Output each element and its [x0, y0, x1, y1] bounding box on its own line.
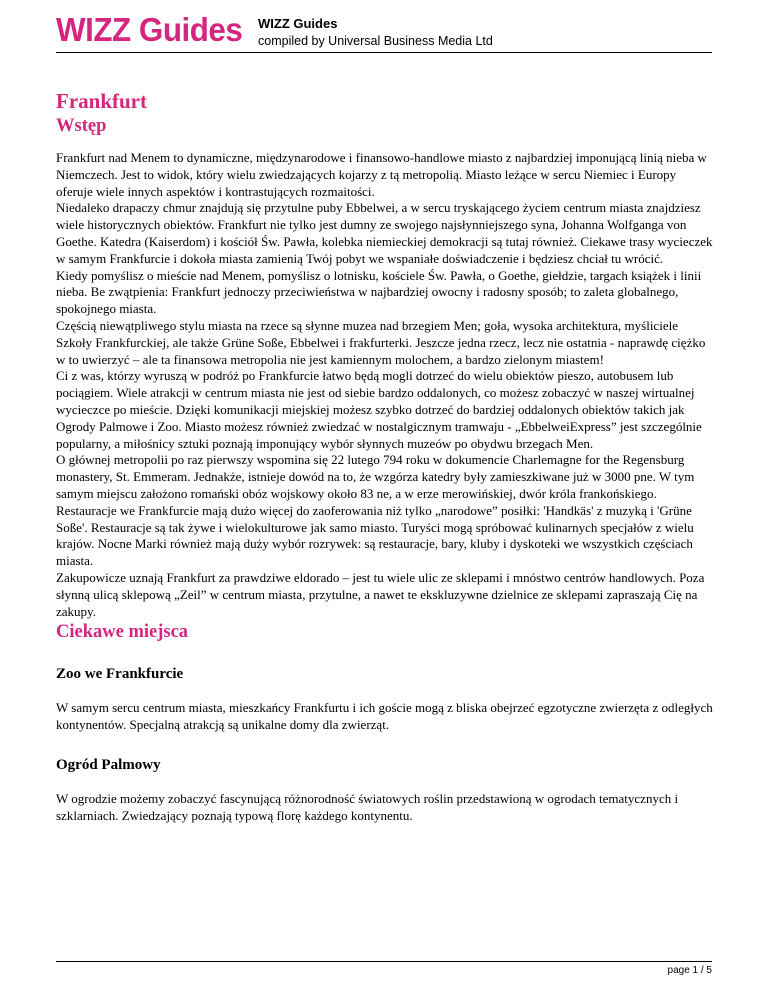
header-title: WIZZ Guides	[258, 16, 338, 31]
place-entry-palm-garden	[56, 755, 716, 824]
intro-paragraph: Frankfurt nad Menem to dynamiczne, międzynarodowe i finansowo-handlowe miasto z najbardziej imponującą linią nieba w Niemczech. Jest to widok, który wielu zwiedzających kojarzy z tą metropolią. Miasto leżące w sercu Niemiec i Europy oferuje wiele innych aspektów i kontrastujących rozmaitości.	[56, 150, 707, 199]
place-entry-zoo	[56, 664, 716, 733]
place-description: W samym sercu centrum miasta, mieszkańcy Frankfurtu i ich goście mogą z bliska obejrzeć egzotyczne zwierzęta z odległych kontynentów. Specjalną atrakcją są unikalne domy dla zwierząt.	[56, 700, 713, 733]
intro-paragraph: Kiedy pomyślisz o mieście nad Menem, pomyślisz o lotnisku, kościele Św. Pawła, o Goethe, giełdzie, targach książek i linii nieba. Be zwątpienia: Frankfurt jednoczy przeciwieństwa w najbardziej owocny i radosny sposób; to zaleta globalnego, spokojnego miasta.	[56, 267, 702, 317]
intro-text	[56, 150, 716, 620]
header-divider	[56, 52, 712, 53]
place-title: Ogród Palmowy	[56, 757, 161, 774]
header-brand	[258, 16, 493, 49]
intro-paragraph: Częścią niewątpliwego stylu miasta na rzece są słynne muzea nad brzegiem Men; goła, wysoka architektura, myśliciele Szkoły Frankfurckiej, ale także Grüne Soße, Ebbelwei i frakfurterki. Jeszcze jedna rzecz, lecz nie ostatnia - naprawdę ciężko w to uwierzyć – ale ta finansowa metropolia nie jest kamiennym molochem, a bardzo zielonym miastem!	[56, 317, 706, 367]
page-number: page 1 / 5	[667, 965, 712, 976]
footer-divider	[56, 961, 712, 962]
section-heading-intro: Wstęp	[56, 116, 107, 136]
intro-paragraph: O głównej metropolii po raz pierwszy wspomina się 22 lutego 794 roku w dokumencie Charlemagne for the Regensburg monastery, St. Emmeram. Jednakże, istnieje dowód na to, że wzgórza katedry były zamieszkiwane już w 3000 pne. W tym samym miejscu założono romański obóz wojskowy około 83 ne, a w erze merowińskiej, dwór króla frankońskiego.	[56, 452, 695, 501]
document-body	[56, 88, 716, 824]
wizz-guides-logo: WIZZ Guides	[56, 11, 243, 48]
place-title: Zoo we Frankfurcie	[56, 666, 184, 683]
intro-paragraph: Niedaleko drapaczy chmur znajdują się przytulne puby Ebbelwei, a w sercu tryskającego życiem centrum miasta znajdziesz wiele historycznych obiektów. Frankfurt nie tylko jest dumny ze swojego najsłynniejszego syna, Johanna Wolfganga von Goethe. Katedra (Kaiserdom) i kościół Św. Pawła, kolebka niemieckiej demokracji są tutaj również. Ciekawe trasy wycieczek w samym Frankfurcie i dokoła miasta zamienią Twój pobyt we wspaniałe doświadczenie i będziesz chciał tu wrócić.	[56, 200, 713, 266]
place-description: W ogrodzie możemy zobaczyć fascynującą różnorodność światowych roślin przedstawioną w ogrodach tematycznych i szklarniach. Zwiedzający poznają typową florę każdego kontynentu.	[56, 791, 679, 824]
header-subtitle: compiled by Universal Business Media Ltd	[258, 34, 493, 48]
intro-paragraph: Ci z was, którzy wyruszą w podróż po Frankfurcie łatwo będą mogli dotrzeć do wielu obiektów pieszo, autobusem lub pociągiem. Wiele atrakcji w centrum miasta nie jest od siebie bardzo oddalonych, co możesz zobaczyć w naszej wirtualnej wycieczce po mieście. Dzięki komunikacji miejskiej możesz szybko dotrzeć do bardziej oddalonych obiektów takich jak Ogrody Palmowe i Zoo. Miasto możesz również zwiedzać w nostalgicznym tramwaju - „EbbelweiExpress” jest szczególnie popularny, a miłośnicy sztuki poznają imponujący wybór słynnych muzeów po obydwu brzegach Men.	[56, 368, 702, 451]
section-heading-places: Ciekawe miejsca	[56, 622, 189, 643]
intro-paragraph: Zakupowicze uznają Frankfurt za prawdziwe eldorado – jest tu wiele ulic ze sklepami i mnóstwo centrów handlowych. Poza słynną ulicą sklepową „Zeil” w centrum miasta, przytulne, a nawet te ekskluzywne dzielnice ze sklepami zapraszają Cię na zakupy.	[56, 569, 705, 619]
intro-paragraph: Restauracje we Frankfurcie mają dużo więcej do zaoferowania niż tylko „narodowe” posiłki: 'Handkäs' z muzyką i 'Grüne Soße'. Restauracje są tak żywe i wielokulturowe jak samo miasto. Turyści mogą spróbować kulinarnych specjałów z wielu krajów. Nocne Marki również mają duży wybór rozrywek: są restauracje, bary, kluby i dyskoteki we wszystkich częściach miasta.	[56, 502, 694, 569]
page-header	[56, 10, 712, 52]
document-title: Frankfurt	[56, 89, 147, 113]
